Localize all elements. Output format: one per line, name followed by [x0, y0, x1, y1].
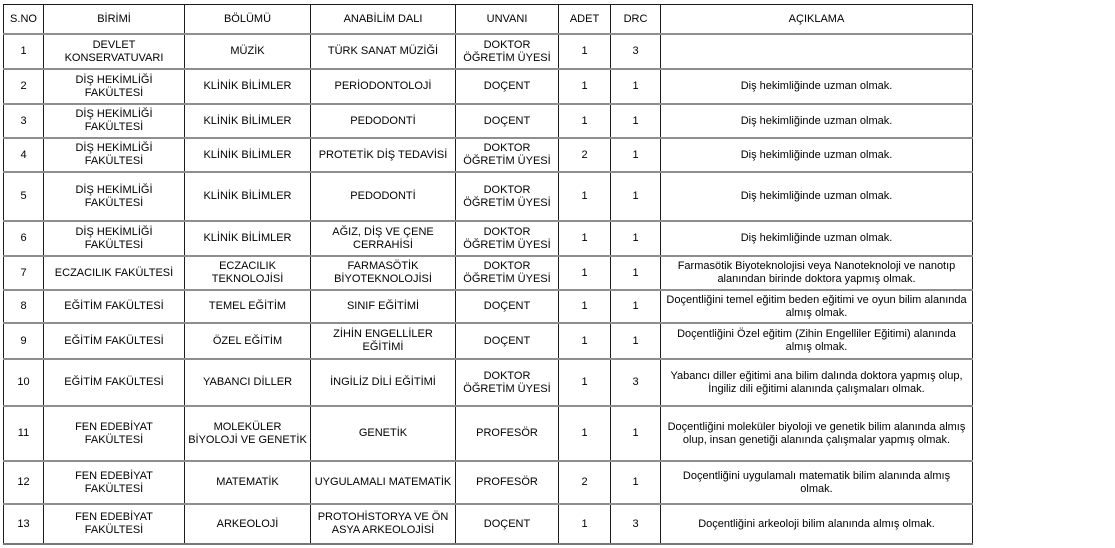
cell-anabilim-dali: FARMASÖTİK BİYOTEKNOLOJİSİ: [311, 256, 456, 290]
cell-sno: 4: [4, 138, 44, 172]
cell-drc: 1: [611, 406, 661, 461]
cell-unvani: DOÇENT: [456, 323, 559, 359]
cell-drc: 1: [611, 172, 661, 221]
cell-unvani: DOÇENT: [456, 104, 559, 138]
table-row: [4, 323, 973, 359]
table-row: [4, 221, 973, 256]
table-row: [4, 172, 973, 221]
cell-adet: 1: [559, 172, 611, 221]
cell-sno: 11: [4, 406, 44, 461]
table-body: [4, 34, 973, 544]
cell-unvani: DOKTOR ÖĞRETİM ÜYESİ: [456, 359, 559, 406]
cell-aciklama: Doçentliğini arkeoloji bilim alanında almış olmak.: [661, 504, 973, 544]
column-header-anabilim-dali: ANABİLİM DALI: [311, 5, 456, 35]
cell-sno: 5: [4, 172, 44, 221]
cell-sno: 9: [4, 323, 44, 359]
cell-drc: 1: [611, 69, 661, 104]
cell-bolumu: ÖZEL EĞİTİM: [185, 323, 311, 359]
cell-adet: 2: [559, 138, 611, 172]
cell-birimi: DİŞ HEKİMLİĞİ FAKÜLTESİ: [44, 138, 185, 172]
cell-birimi: FEN EDEBİYAT FAKÜLTESİ: [44, 406, 185, 461]
cell-sno: 6: [4, 221, 44, 256]
cell-anabilim-dali: GENETİK: [311, 406, 456, 461]
cell-sno: 7: [4, 256, 44, 290]
cell-adet: 1: [559, 290, 611, 323]
table-row: [4, 34, 973, 69]
cell-birimi: FEN EDEBİYAT FAKÜLTESİ: [44, 461, 185, 504]
cell-bolumu: KLİNİK BİLİMLER: [185, 172, 311, 221]
cell-anabilim-dali: PROTOHİSTORYA VE ÖN ASYA ARKEOLOJİSİ: [311, 504, 456, 544]
column-header-bolumu: BÖLÜMÜ: [185, 5, 311, 35]
cell-bolumu: MÜZİK: [185, 34, 311, 69]
cell-drc: 1: [611, 221, 661, 256]
cell-aciklama: Doçentliğini temel eğitim beden eğitimi ve oyun bilim alanında almış olmak.: [661, 290, 973, 323]
cell-adet: 1: [559, 221, 611, 256]
column-header-unvani: UNVANI: [456, 5, 559, 35]
table-row: [4, 406, 973, 461]
cell-unvani: DOÇENT: [456, 290, 559, 323]
cell-birimi: DİŞ HEKİMLİĞİ FAKÜLTESİ: [44, 69, 185, 104]
cell-birimi: FEN EDEBİYAT FAKÜLTESİ: [44, 504, 185, 544]
cell-birimi: EĞİTİM FAKÜLTESİ: [44, 290, 185, 323]
column-header-sno: S.NO: [4, 5, 44, 35]
cell-aciklama: Diş hekimliğinde uzman olmak.: [661, 104, 973, 138]
cell-unvani: DOKTOR ÖĞRETİM ÜYESİ: [456, 256, 559, 290]
cell-anabilim-dali: ZİHİN ENGELLİLER EĞİTİMİ: [311, 323, 456, 359]
table-row: [4, 104, 973, 138]
cell-unvani: DOÇENT: [456, 504, 559, 544]
cell-aciklama: Diş hekimliğinde uzman olmak.: [661, 221, 973, 256]
cell-bolumu: KLİNİK BİLİMLER: [185, 221, 311, 256]
cell-sno: 3: [4, 104, 44, 138]
cell-aciklama: Doçentliğini Özel eğitim (Zihin Engelliler Eğitimi) alanında almış olmak.: [661, 323, 973, 359]
cell-anabilim-dali: PEDODONTİ: [311, 104, 456, 138]
cell-adet: 1: [559, 504, 611, 544]
column-header-birimi: BİRİMİ: [44, 5, 185, 35]
cell-unvani: DOKTOR ÖĞRETİM ÜYESİ: [456, 138, 559, 172]
cell-anabilim-dali: PROTETİK DİŞ TEDAVİSİ: [311, 138, 456, 172]
cell-aciklama: Diş hekimliğinde uzman olmak.: [661, 69, 973, 104]
cell-sno: 8: [4, 290, 44, 323]
cell-birimi: DİŞ HEKİMLİĞİ FAKÜLTESİ: [44, 104, 185, 138]
cell-bolumu: MATEMATİK: [185, 461, 311, 504]
cell-birimi: DİŞ HEKİMLİĞİ FAKÜLTESİ: [44, 172, 185, 221]
table-row: [4, 138, 973, 172]
column-header-adet: ADET: [559, 5, 611, 35]
cell-sno: 10: [4, 359, 44, 406]
cell-anabilim-dali: PEDODONTİ: [311, 172, 456, 221]
cell-bolumu: YABANCI DİLLER: [185, 359, 311, 406]
cell-unvani: DOÇENT: [456, 69, 559, 104]
cell-unvani: PROFESÖR: [456, 461, 559, 504]
cell-adet: 2: [559, 461, 611, 504]
table-row: [4, 461, 973, 504]
cell-birimi: EĞİTİM FAKÜLTESİ: [44, 323, 185, 359]
table-row: [4, 290, 973, 323]
cell-sno: 13: [4, 504, 44, 544]
table-row: [4, 256, 973, 290]
cell-drc: 1: [611, 461, 661, 504]
table-row: [4, 69, 973, 104]
cell-sno: 12: [4, 461, 44, 504]
cell-bolumu: MOLEKÜLER BİYOLOJİ VE GENETİK: [185, 406, 311, 461]
cell-anabilim-dali: AĞIZ, DİŞ VE ÇENE CERRAHİSİ: [311, 221, 456, 256]
cell-unvani: DOKTOR ÖĞRETİM ÜYESİ: [456, 172, 559, 221]
column-header-drc: DRC: [611, 5, 661, 35]
cell-adet: 1: [559, 359, 611, 406]
cell-anabilim-dali: UYGULAMALI MATEMATİK: [311, 461, 456, 504]
cell-drc: 3: [611, 504, 661, 544]
cell-anabilim-dali: SINIF EĞİTİMİ: [311, 290, 456, 323]
cell-drc: 1: [611, 138, 661, 172]
cell-sno: 2: [4, 69, 44, 104]
cell-drc: 1: [611, 256, 661, 290]
cell-aciklama: Diş hekimliğinde uzman olmak.: [661, 172, 973, 221]
cell-anabilim-dali: PERİODONTOLOJİ: [311, 69, 456, 104]
cell-drc: 1: [611, 104, 661, 138]
cell-bolumu: KLİNİK BİLİMLER: [185, 104, 311, 138]
cell-drc: 3: [611, 359, 661, 406]
cell-adet: 1: [559, 323, 611, 359]
cell-anabilim-dali: İNGİLİZ DİLİ EĞİTİMİ: [311, 359, 456, 406]
table-row: [4, 359, 973, 406]
cell-drc: 3: [611, 34, 661, 69]
cell-unvani: DOKTOR ÖĞRETİM ÜYESİ: [456, 34, 559, 69]
cell-unvani: PROFESÖR: [456, 406, 559, 461]
cell-adet: 1: [559, 34, 611, 69]
cell-aciklama: Farmasötik Biyoteknolojisi veya Nanoteknoloji ve nanotıp alanından birinde doktora yapmış olmak.: [661, 256, 973, 290]
cell-adet: 1: [559, 69, 611, 104]
cell-bolumu: KLİNİK BİLİMLER: [185, 69, 311, 104]
cell-aciklama: Diş hekimliğinde uzman olmak.: [661, 138, 973, 172]
cell-adet: 1: [559, 406, 611, 461]
cell-sno: 1: [4, 34, 44, 69]
cell-adet: 1: [559, 104, 611, 138]
cell-adet: 1: [559, 256, 611, 290]
cell-bolumu: ECZACILIK TEKNOLOJİSİ: [185, 256, 311, 290]
cell-drc: 1: [611, 290, 661, 323]
cell-aciklama: Doçentliğini uygulamalı matematik bilim alanında almış olmak.: [661, 461, 973, 504]
cell-anabilim-dali: TÜRK SANAT MÜZİĞİ: [311, 34, 456, 69]
cell-aciklama: Doçentliğini moleküler biyoloji ve genetik bilim alanında almış olup, insan genetiği alanında çalışmalar yapmış olmak.: [661, 406, 973, 461]
column-header-aciklama: AÇIKLAMA: [661, 5, 973, 35]
cell-aciklama: Yabancı diller eğitimi ana bilim dalında doktora yapmış olup, İngiliz dili eğitimi alanında çalışmaları olmak.: [661, 359, 973, 406]
cell-birimi: ECZACILIK FAKÜLTESİ: [44, 256, 185, 290]
cell-birimi: DEVLET KONSERVATUVARI: [44, 34, 185, 69]
table-row: [4, 504, 973, 544]
header-row: [4, 5, 973, 35]
cell-birimi: DİŞ HEKİMLİĞİ FAKÜLTESİ: [44, 221, 185, 256]
cell-bolumu: TEMEL EĞİTİM: [185, 290, 311, 323]
cell-aciklama: [661, 34, 973, 69]
cell-bolumu: KLİNİK BİLİMLER: [185, 138, 311, 172]
cell-birimi: EĞİTİM FAKÜLTESİ: [44, 359, 185, 406]
positions-table: [3, 4, 973, 545]
cell-bolumu: ARKEOLOJİ: [185, 504, 311, 544]
cell-drc: 1: [611, 323, 661, 359]
cell-unvani: DOKTOR ÖĞRETİM ÜYESİ: [456, 221, 559, 256]
